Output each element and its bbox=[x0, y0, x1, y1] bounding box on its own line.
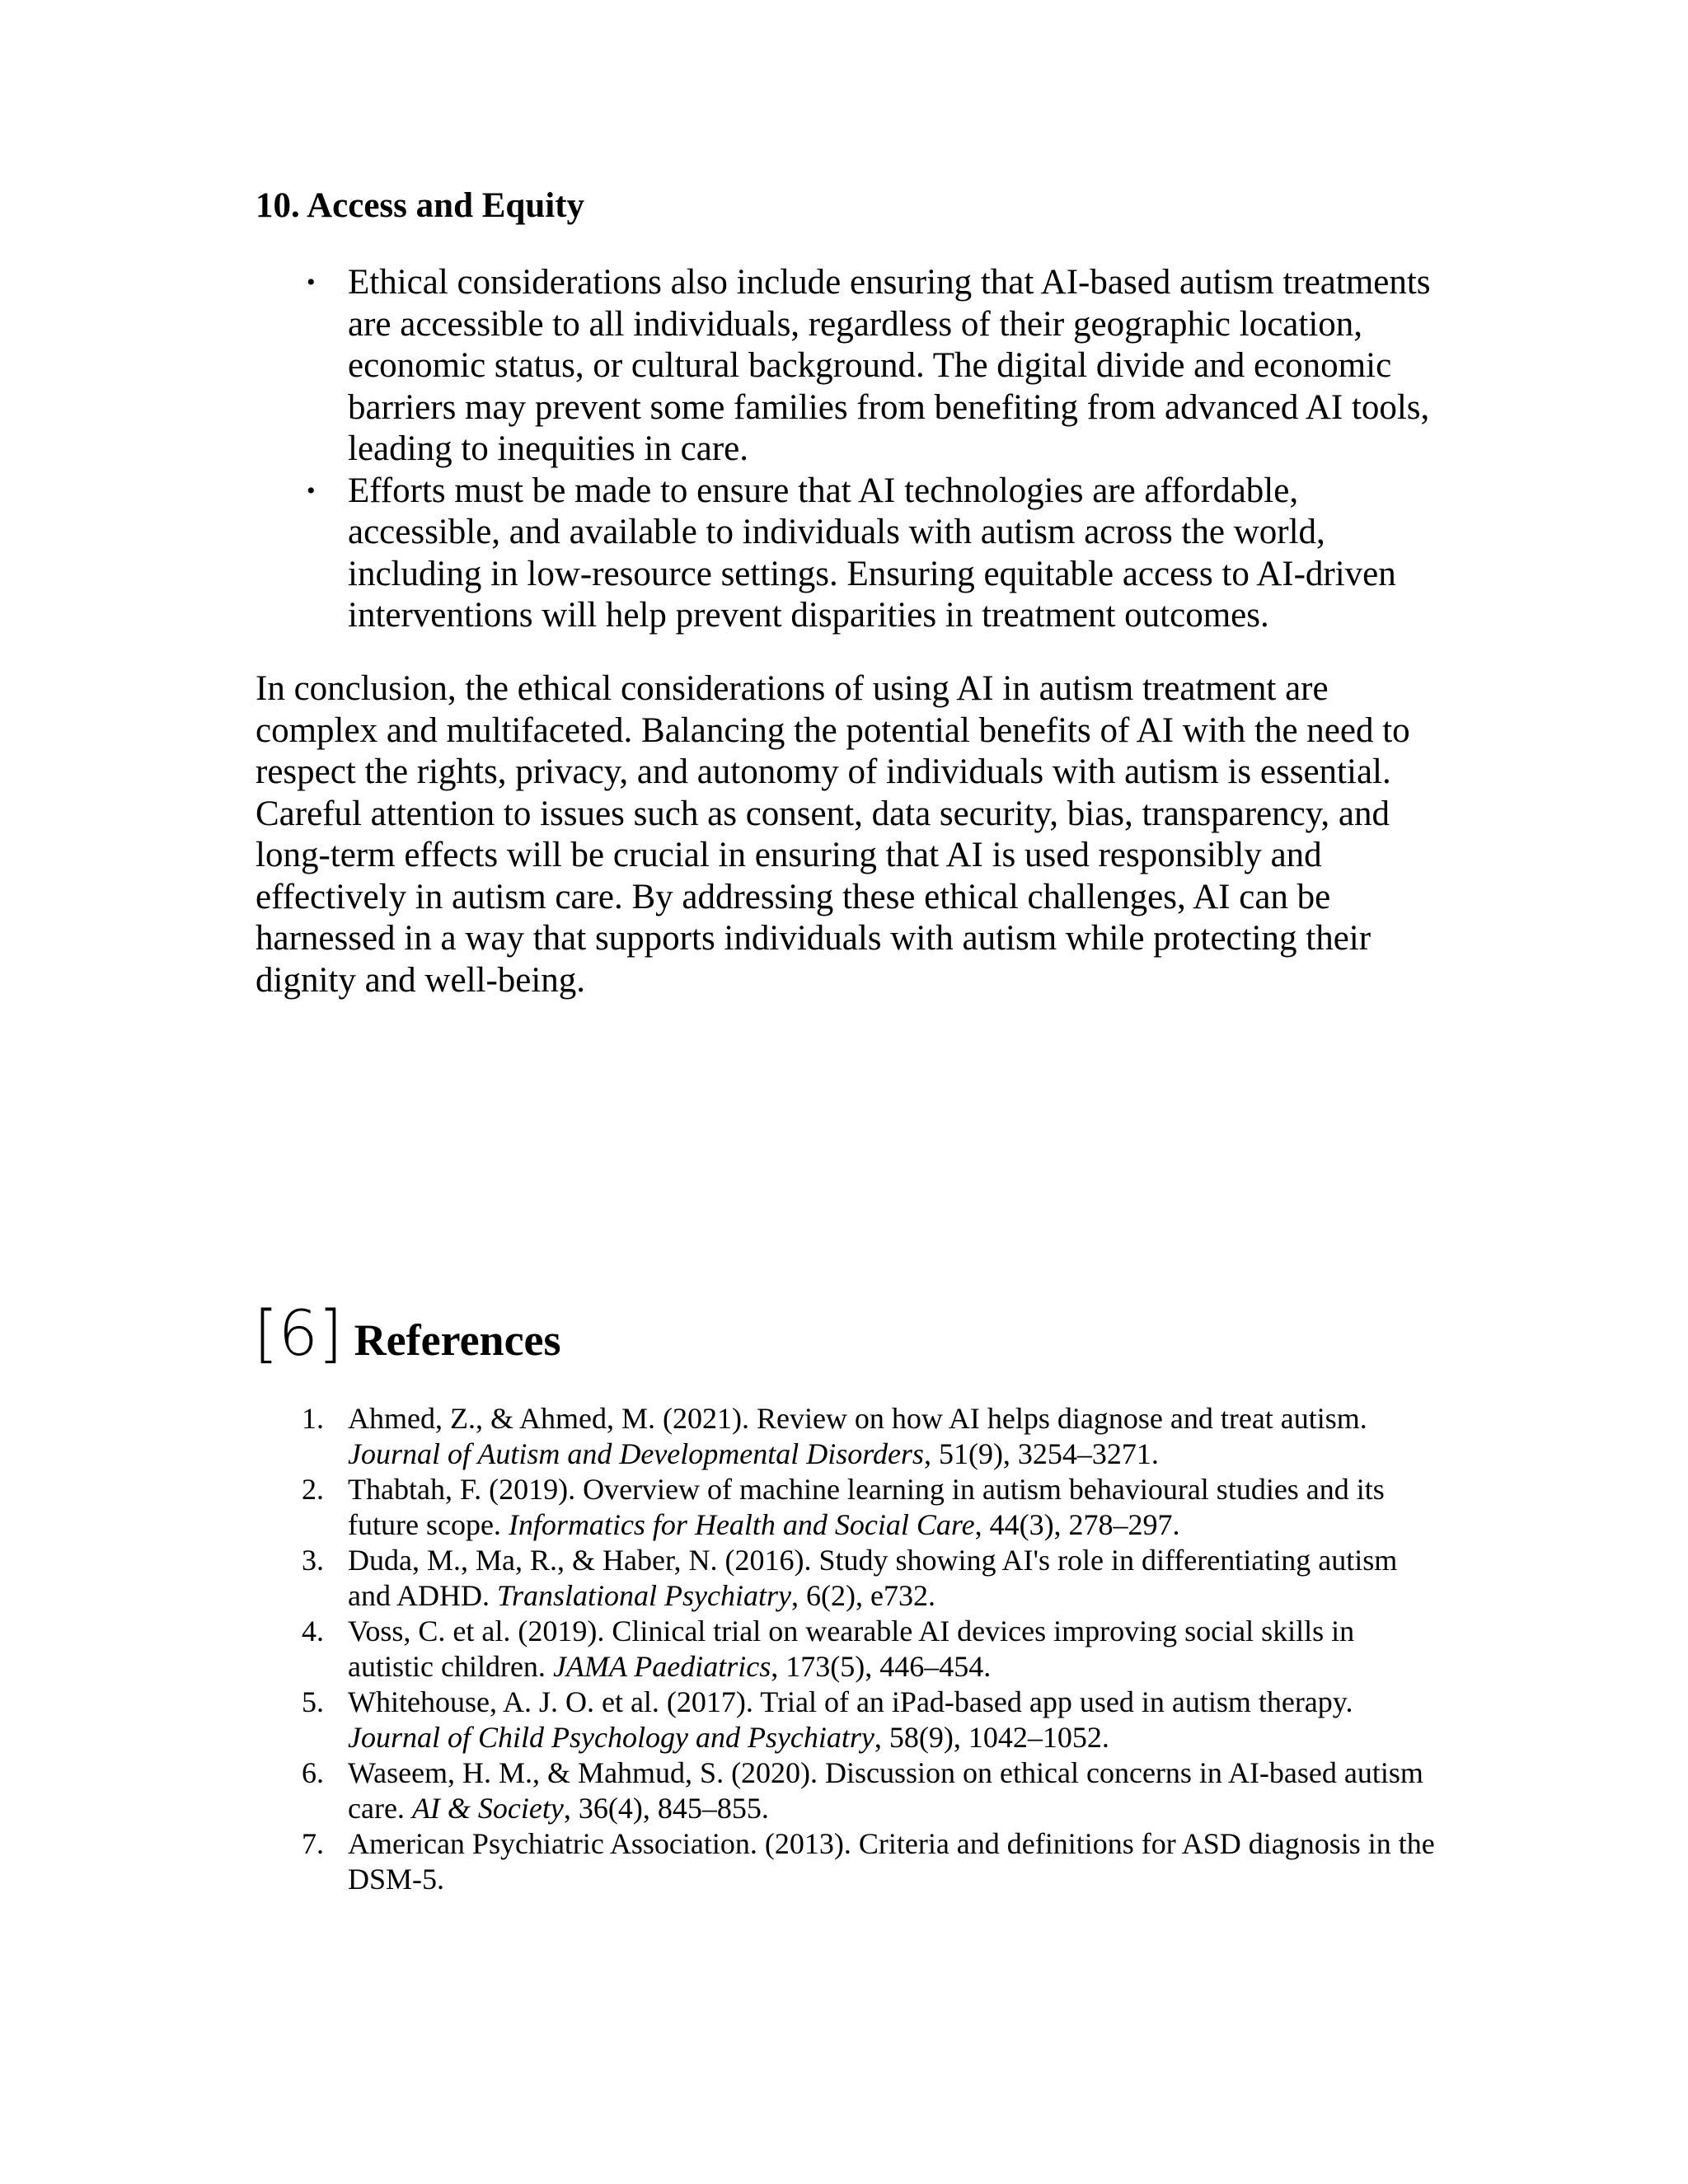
reference-text: Voss, C. et al. (2019). Clinical trial on wearable AI devices improving social skills in autistic children. bbox=[348, 1615, 1355, 1683]
reference-journal: JAMA Paediatrics bbox=[552, 1650, 771, 1683]
bullet-text: Ethical considerations also include ensuring that AI-based autism treatments are accessible to all individuals, regardless of their geographic location, economic status, or cultural background. The digital divide and economic barriers may prevent some families from benefiting from advanced AI tools, leading to inequities in care. bbox=[348, 263, 1431, 468]
bullet-list bbox=[256, 262, 1442, 637]
reference-number: 1. bbox=[302, 1402, 324, 1435]
reference-details: , 51(9), 3254–3271. bbox=[923, 1437, 1159, 1470]
reference-details: , 44(3), 278–297. bbox=[974, 1508, 1180, 1541]
references-heading bbox=[254, 1292, 561, 1381]
reference-details: , 173(5), 446–454. bbox=[771, 1650, 992, 1683]
bullet-item bbox=[256, 471, 1442, 637]
reference-number: 5. bbox=[302, 1685, 324, 1718]
reference-item bbox=[256, 1826, 1442, 1897]
reference-journal: AI & Society bbox=[411, 1792, 564, 1825]
reference-item bbox=[256, 1614, 1442, 1685]
reference-text: Duda, M., Ma, R., & Haber, N. (2016). Study showing AI's role in differentiating autism and ADHD. bbox=[348, 1544, 1398, 1612]
reference-text: Waseem, H. M., & Mahmud, S. (2020). Discussion on ethical concerns in AI-based autism care. bbox=[348, 1756, 1423, 1825]
bullet-text: Efforts must be made to ensure that AI technologies are affordable, accessible, and available to individuals with autism across the world, including in low-resource settings. Ensuring equitable access to AI-driven interventions will help prevent disparities in treatment outcomes. bbox=[348, 471, 1396, 635]
conclusion-paragraph: In conclusion, the ethical considerations of using AI in autism treatment are complex and multifaceted. Balancing the potential benefits of AI with the need to respect the rights, privacy, and autonomy of individuals with autism is essential. Careful attention to issues such as consent, data security, bias, transparency, and long-term effects will be crucial in ensuring that AI is used responsibly and effectively in autism care. By addressing these ethical challenges, AI can be harnessed in a way that supports individuals with autism while protecting their dignity and well-being. bbox=[256, 669, 1410, 1000]
section-heading: 10. Access and Equity bbox=[256, 186, 585, 225]
reference-journal: Journal of Child Psychology and Psychiatry bbox=[348, 1721, 874, 1754]
reference-item bbox=[256, 1472, 1442, 1543]
bullet-item bbox=[256, 262, 1442, 471]
reference-number: 3. bbox=[302, 1544, 324, 1577]
section-number: [6] bbox=[254, 1296, 343, 1370]
reference-item bbox=[256, 1401, 1442, 1472]
reference-number: 4. bbox=[302, 1615, 324, 1647]
reference-text: Whitehouse, A. J. O. et al. (2017). Trial of an iPad-based app used in autism therapy. bbox=[348, 1685, 1353, 1718]
reference-journal: Informatics for Health and Social Care bbox=[508, 1508, 975, 1541]
reference-list bbox=[256, 1401, 1442, 1897]
reference-text: American Psychiatric Association. (2013). Criteria and definitions for ASD diagnosis in the DSM-5. bbox=[348, 1827, 1435, 1896]
reference-number: 2. bbox=[302, 1473, 324, 1506]
reference-details: , 6(2), e732. bbox=[791, 1579, 935, 1612]
reference-item bbox=[256, 1685, 1442, 1755]
reference-item bbox=[256, 1755, 1442, 1826]
reference-journal: Journal of Autism and Developmental Disorders bbox=[348, 1437, 924, 1470]
reference-number: 6. bbox=[302, 1756, 324, 1789]
reference-item bbox=[256, 1543, 1442, 1614]
reference-number: 7. bbox=[302, 1827, 324, 1860]
reference-journal: Translational Psychiatry bbox=[496, 1579, 791, 1612]
bullet-dot: • bbox=[307, 476, 316, 504]
reference-details: , 58(9), 1042–1052. bbox=[874, 1721, 1109, 1754]
reference-text: Thabtah, F. (2019). Overview of machine learning in autism behavioural studies and its future scope. bbox=[348, 1473, 1385, 1541]
reference-details: , 36(4), 845–855. bbox=[563, 1792, 769, 1825]
references-title: References bbox=[354, 1315, 561, 1365]
reference-text: Ahmed, Z., & Ahmed, M. (2021). Review on how AI helps diagnose and treat autism. bbox=[348, 1402, 1367, 1435]
bullet-dot: • bbox=[307, 269, 316, 296]
